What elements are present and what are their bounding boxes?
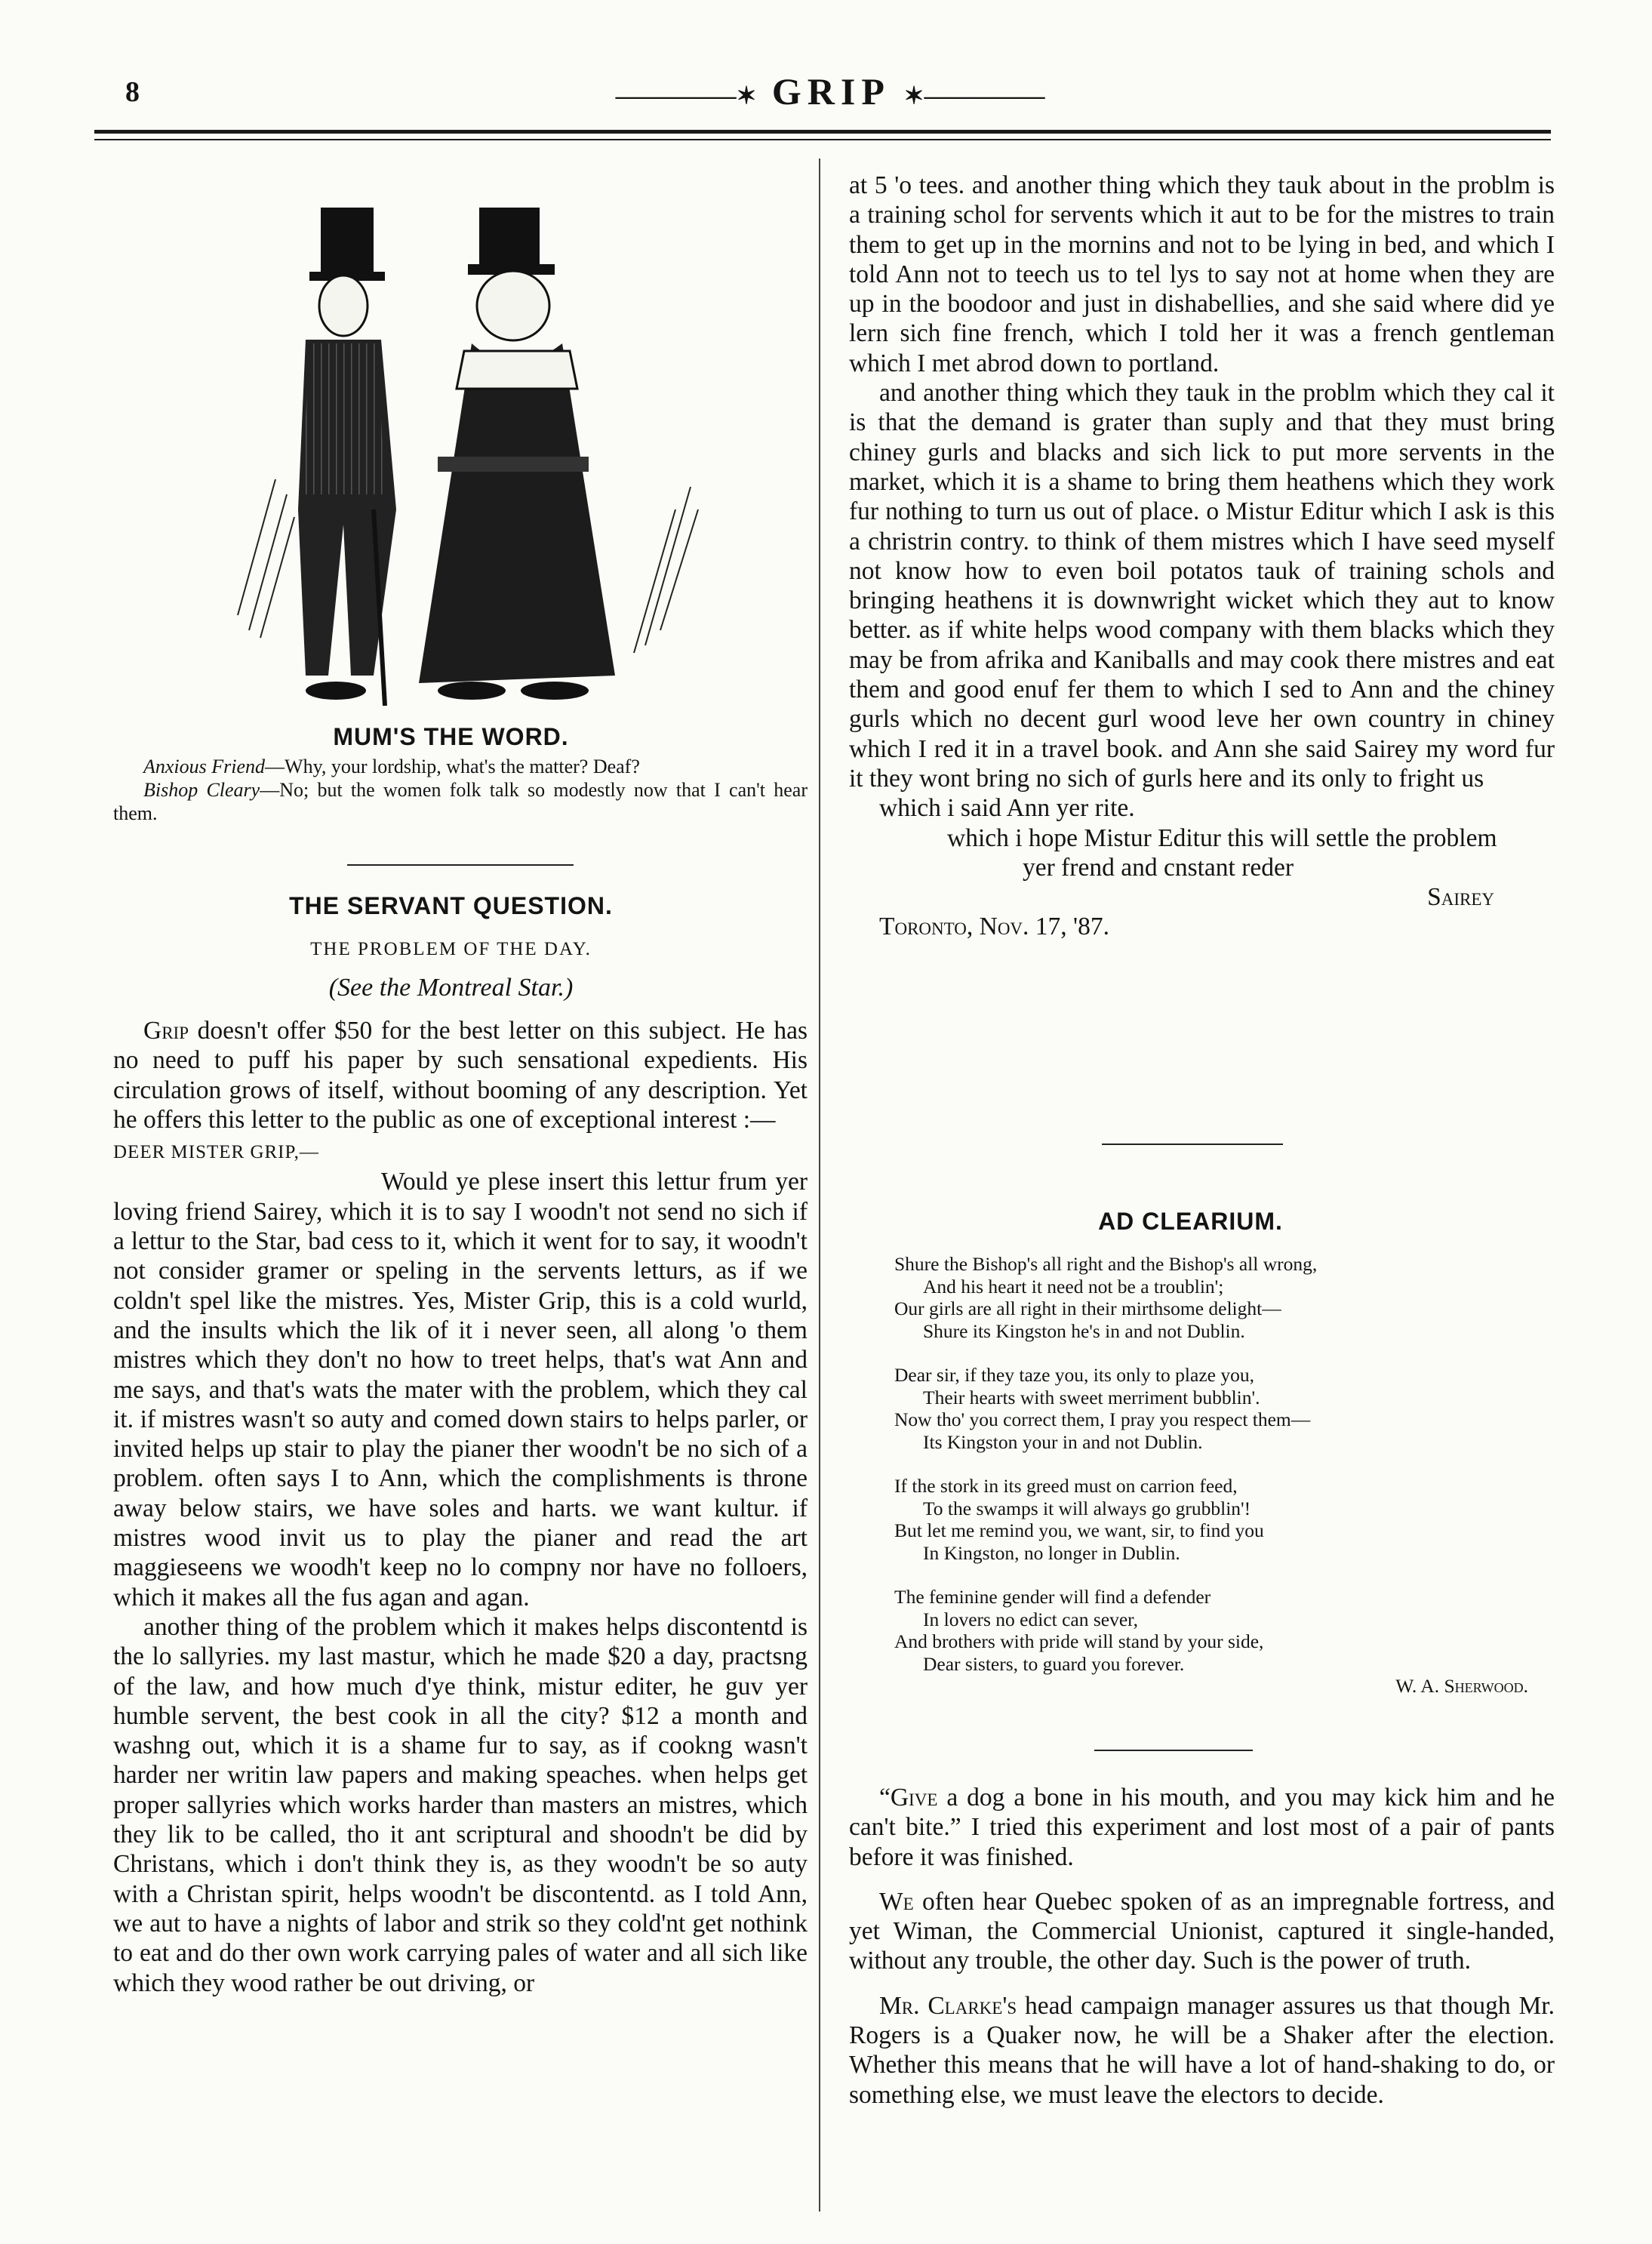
poem-author: W. A. Sherwood.: [1395, 1675, 1528, 1697]
letter-paragraph-4: which i said Ann yer rite.: [879, 794, 1135, 823]
letter-paragraph-1: Would ye plese insert this lettur frum yer loving friend Sairey, which it is to say I woodn't not send no sich if a lettur to the Star, bad cess to it, which it went for to say, it woodn't not consider gramer or speling in the servents letturs, as if we coldn't spel like the mistres. Yes, Mister Grip, this is a cold wurld, and the insults which the lik of it i never seen, all along 'o them mistres which they don't no how to treet helps, that's wat Ann and me says, and that's wats the mater with the problem, which they cal it. if mistres wasn't so auty and comed down stairs to helps parler, or invited helps up stair to play the pianer ther woodn't be no sich of a problem. often says I to Ann, which the complishments is throne away below stairs, we have soles and harts. we want kultur. if mistres wood invit us to play the pianer and read the art maggieseens we woodh't keep no lo compny nor have no folloers, which it makes all the fus agan and agan.: [113, 1168, 808, 1611]
poem-line: Shure its Kingston he's in and not Dublin.: [923, 1319, 1245, 1342]
letter-signature: Sairey: [1427, 883, 1494, 912]
masthead-title: GRIP: [771, 70, 889, 112]
poem-stanza: [894, 1364, 1543, 1453]
poem-line: But let me remind you, we want, sir, to find you: [894, 1519, 1264, 1541]
letter-closing: yer frend and cnstant reder: [1023, 853, 1294, 882]
article-title: THE SERVANT QUESTION.: [289, 892, 613, 919]
poem: [894, 1253, 1543, 1698]
poem-stanza: [894, 1253, 1543, 1342]
article-source-note: (See the Montreal Star.): [328, 974, 574, 1002]
letter-salutation: DEER MISTER GRIP,—: [113, 1142, 319, 1163]
masthead-right-ornament: ✶—————: [903, 82, 1045, 109]
article-left-column: [113, 1016, 808, 1998]
masthead-left-ornament: —————✶: [615, 82, 757, 109]
header-rule-thick: [94, 130, 1551, 134]
caption-text-2: —No; but the women folk talk so modestly now that I can't hear them.: [113, 779, 808, 824]
section-rule-2: [1102, 1144, 1283, 1145]
poem-line: And his heart it need not be a troublin';: [923, 1275, 1224, 1297]
masthead: [604, 69, 1057, 113]
poem-line: The feminine gender will find a defender: [894, 1586, 1211, 1608]
letter-paragraph-2: another thing of the problem which it makes helps discontentd is the lo sallyries. my last mastur, which he made $20 a day, practsng of the law, and how much d'ye think, mistur editer, he guv yer humble servent, the best cook in all the city? $12 a month and washng out, which it is a shame fur to say, as if cookng wasn't harder ner writin law papers and making speaches. when helps get proper sallyries which works harder than masters an mistres, which they lik to be called, tho it ant scriptural and shoodn't be did by Christans, which i don't think they is, as they woodn't be so auty with a Christan spirit, helps woodn't be discontentd. as I told Ann, we aut to have a nights of labor and strik so they cold'nt get nothink to eat and do ther own work carrying pales of water and all sich like which they wood rather be out driving, or: [113, 1612, 808, 1997]
section-rule-3: [1094, 1750, 1253, 1751]
poem-line: In lovers no edict can sever,: [923, 1608, 1139, 1630]
cartoon-caption: [113, 755, 808, 825]
letter-dateline: Toronto, Nov. 17, '87.: [879, 913, 1109, 941]
paragraph-quebec: We often hear Quebec spoken of as an impregnable fortress, and yet Wiman, the Commercial Unionist, captured it single-handed, without any trouble, the other day. Such is the power of truth.: [849, 1887, 1555, 1975]
poem-line: And brothers with pride will stand by your side,: [894, 1630, 1264, 1652]
poem-line: If the stork in its greed must on carrion feed,: [894, 1475, 1238, 1497]
cartoon-title: MUM'S THE WORD.: [333, 723, 569, 750]
caption-speaker-2: Bishop Cleary: [143, 779, 260, 801]
paragraph-clarke: Mr. Clarke's head campaign manager assures us that though Mr. Rogers is a Quaker now, he will be a Shaker after the election. Whether this means that he will have a lot of hand-shaking to do, or something else, we must leave the electors to decide.: [849, 1991, 1555, 2109]
article-right-column: [849, 171, 1555, 942]
cartoon-illustration: [223, 192, 706, 713]
poem-line: Shure the Bishop's all right and the Bishop's all wrong,: [894, 1253, 1318, 1275]
article-subtitle: THE PROBLEM OF THE DAY.: [310, 939, 592, 959]
letter-paragraph-2-continued: at 5 'o tees. and another thing which they tauk about in the problm is a training schol for servents which it aut to be for the mistres to train them to get up in the mornins and not to be lying in bed, and which I told Ann not to teech us to tel lys to say not at home when they are up in the boodoor and just in dishabellies, and she said where did ye lern sich fine french, which I told her it was a french gentleman which I met abrod down to portland.: [849, 171, 1555, 377]
short-paragraphs: [849, 1783, 1555, 2110]
poem-line: Their hearts with sweet merriment bubblin'.: [923, 1386, 1260, 1408]
letter-paragraph-5: which i hope Mistur Editur this will settle the problem: [947, 823, 1497, 852]
caption-text-1: —Why, your lordship, what's the matter? Deaf?: [265, 756, 640, 777]
poem-line: In Kingston, no longer in Dublin.: [923, 1541, 1180, 1564]
poem-line: Now tho' you correct them, I pray you respect them—: [894, 1408, 1311, 1430]
poem-line: Dear sisters, to guard you forever.: [923, 1652, 1185, 1675]
intro-lead: Grip: [143, 1017, 189, 1045]
paragraph-dog-bone: “Give a dog a bone in his mouth, and you may kick him and he can't bite.” I tried this experiment and lost most of a pair of pants before it was finished.: [849, 1784, 1555, 1871]
poem-line: Its Kingston your in and not Dublin.: [923, 1430, 1203, 1453]
page-number: 8: [125, 76, 140, 108]
poem-stanza: [894, 1475, 1543, 1564]
bishop-cleary-figure: [419, 208, 615, 700]
poem-line: Our girls are all right in their mirthsome delight—: [894, 1297, 1281, 1319]
anxious-friend-figure: [298, 208, 396, 706]
poem-stanza: [894, 1586, 1543, 1675]
poem-line: To the swamps it will always go grubblin'!: [923, 1497, 1251, 1519]
header-rule-thin: [94, 139, 1551, 140]
letter-paragraph-3: and another thing which they tauk in the problm which they cal it is that the demand is grater than suply and that they must bring chiney gurls and blacks and sich lick to put more servents in the market, which it is a shame to bring them heathens which they work fur nothing to turn us out of place. o Mistur Editur which I ask is this a christrin contry. to think of them mistres which I have seed myself not know how to even boil potatos tauk of training schols and bringing heathens it is downwright wicket which they aut to know better. as if white helps wood company with them blacks which they may be from afrika and Kaniballs and may cook there mistres and eat them and good enuf fer them to which I sed to Ann and the chiney gurls which no decent gurl wood leve her own country in chiney which I red it in a travel book. and Ann she said Sairey my word fur it they wont bring no sich of gurls here and its only to fright us: [849, 379, 1555, 793]
section-rule-1: [347, 864, 574, 866]
poem-line: Dear sir, if they taze you, its only to plaze you,: [894, 1364, 1254, 1386]
intro-text: doesn't offer $50 for the best letter on this subject. He has no need to puff his paper by such sensational expedients. His circulation grows of itself, without booming of any description. Yet he offers this letter to the public as one of exceptional interest :—: [113, 1017, 808, 1134]
poem-title: AD CLEARIUM.: [1098, 1208, 1283, 1235]
caption-speaker-1: Anxious Friend: [143, 756, 266, 777]
column-divider: [819, 159, 820, 2212]
